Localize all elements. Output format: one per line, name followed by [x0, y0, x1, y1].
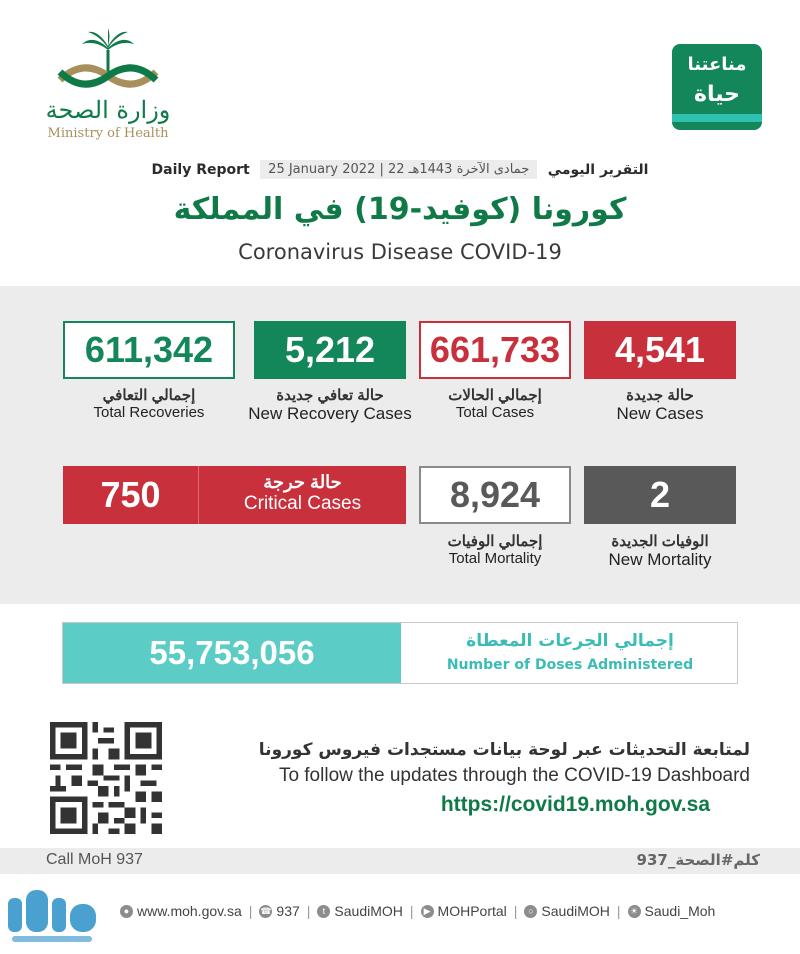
social-youtube[interactable]	[421, 903, 507, 919]
social-links	[120, 900, 760, 922]
moh-logo	[38, 28, 178, 143]
social-phone-label: 937	[276, 903, 300, 919]
doses-bar	[62, 622, 738, 684]
doses-value: 55,753,056	[63, 623, 401, 683]
critical-cases-label-en: Critical Cases	[243, 493, 362, 514]
total-mortality-caption	[419, 532, 571, 567]
watermark-logo-icon	[4, 880, 114, 950]
twitter-icon: t	[317, 905, 330, 918]
total-cases-label-ar: إجمالي الحالات	[448, 387, 542, 404]
separator: |	[306, 903, 311, 919]
new-recovery-value: 5,212	[254, 321, 406, 379]
social-twitter[interactable]	[317, 903, 402, 919]
total-recoveries-caption	[63, 386, 235, 421]
campaign-line1: مناعتنا	[687, 54, 747, 75]
new-cases-label-ar: حالة جديدة	[626, 387, 694, 404]
total-cases-label-en: Total Cases	[455, 404, 535, 421]
social-website-label: www.moh.gov.sa	[137, 903, 242, 919]
report-date: 25 January 2022 | 22 جمادى الآخرة 1443هـ	[260, 160, 537, 179]
social-instagram-label: SaudiMOH	[541, 903, 610, 919]
campaign-stripe	[672, 114, 762, 122]
new-mortality-value: 2	[584, 466, 736, 524]
palm-swords-emblem-icon	[38, 28, 178, 98]
new-mortality-label-ar: الوفيات الجديدة	[611, 533, 709, 550]
total-cases-value: 661,733	[419, 321, 571, 379]
critical-cases-label-ar: حالة حرجة	[263, 472, 342, 492]
separator: |	[616, 903, 621, 919]
doses-label-ar: إجمالي الجرعات المعطاة	[466, 631, 674, 651]
page-title-ar: كورونا (كوفيد-19) في المملكة	[173, 192, 627, 227]
daily-report-label-ar: التقرير اليومي	[547, 161, 649, 178]
social-snapchat[interactable]	[628, 903, 716, 919]
total-mortality-label-ar: إجمالي الوفيات	[447, 533, 543, 550]
critical-cases-label-box	[198, 466, 406, 524]
ministry-name-en: Ministry of Health	[47, 126, 169, 141]
page-title-en: Coronavirus Disease COVID-19	[238, 240, 562, 264]
new-mortality-caption	[574, 532, 746, 570]
campaign-logo	[672, 44, 762, 130]
separator: |	[409, 903, 414, 919]
separator: |	[248, 903, 253, 919]
stats-panel	[0, 286, 800, 604]
call-moh-ar: كلم#الصحة_937	[636, 851, 760, 869]
new-recovery-label-ar: حالة تعافي جديدة	[276, 387, 384, 404]
total-mortality-label-en: Total Mortality	[448, 550, 542, 567]
social-youtube-label: MOHPortal	[437, 903, 507, 919]
report-date-line	[0, 160, 800, 186]
follow-text-en: To follow the updates through the COVID-19 Dashboard	[278, 765, 750, 786]
new-mortality-label-en: New Mortality	[608, 550, 712, 569]
social-instagram[interactable]	[524, 903, 609, 919]
social-snapchat-label: Saudi_Moh	[644, 903, 716, 919]
total-cases-caption	[419, 386, 571, 421]
campaign-line2: حياة	[693, 82, 741, 107]
globe-icon: ●	[120, 905, 133, 918]
new-cases-caption	[584, 386, 736, 424]
new-recovery-label-en: New Recovery Cases	[248, 404, 412, 423]
social-phone[interactable]	[259, 903, 299, 919]
instagram-icon: ○	[524, 905, 537, 918]
ministry-name-ar: وزارة الصحة	[45, 96, 171, 124]
social-twitter-label: SaudiMOH	[334, 903, 403, 919]
separator: |	[513, 903, 518, 919]
new-cases-value: 4,541	[584, 321, 736, 379]
follow-text-ar: لمتابعة التحديثات عبر لوحة بيانات مستجدات فيروس كورونا	[258, 740, 750, 760]
doses-label-en: Number of Doses Administered	[446, 657, 694, 673]
social-website[interactable]	[120, 903, 242, 919]
total-recoveries-value: 611,342	[63, 321, 235, 379]
snapchat-icon: ☀	[628, 905, 641, 918]
total-recoveries-label-ar: إجمالي التعافي	[102, 387, 196, 404]
dashboard-link[interactable]: https://covid19.moh.gov.sa	[440, 793, 710, 816]
daily-report-label-en: Daily Report	[151, 161, 250, 178]
new-cases-label-en: New Cases	[616, 404, 704, 423]
call-moh-en: Call MoH 937	[46, 851, 143, 868]
phone-icon: ☎	[260, 905, 272, 916]
youtube-icon: ▶	[421, 905, 434, 918]
total-recoveries-label-en: Total Recoveries	[93, 404, 205, 421]
critical-cases-value: 750	[63, 466, 198, 524]
new-recovery-caption	[236, 386, 424, 424]
watermark-logo	[4, 880, 114, 950]
qr-code-icon[interactable]	[50, 722, 162, 834]
total-mortality-value: 8,924	[419, 466, 571, 524]
